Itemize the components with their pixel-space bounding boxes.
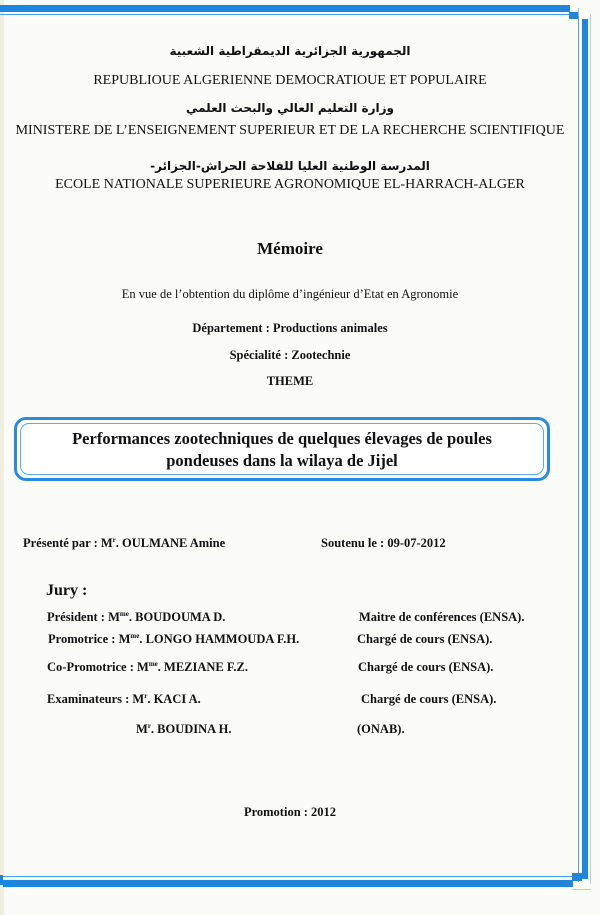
theme-title (17, 428, 547, 472)
frame-bottom-outer-line (572, 889, 591, 890)
jury-role: Co-Promotrice : M (47, 660, 149, 674)
theme-title-line-1: Performances zootechniques de quelques élevages de poules (72, 429, 492, 448)
school-french: ECOLE NATIONALE SUPERIEURE AGRONOMIQUE EL-HARRACH-ALGER (55, 177, 525, 192)
school-arabic: المدرسة الوطنية العليا للفلاحة الحراش-الجزائر- (150, 159, 430, 173)
presented-by (23, 536, 225, 551)
frame-right-border (582, 19, 588, 879)
frame-bottom-right-corner (572, 873, 582, 881)
frame-top-border (0, 5, 570, 12)
republic-arabic: الجمهورية الجزائرية الديمقراطية الشعبية (169, 44, 411, 58)
jury-role: Examinateurs : M (47, 692, 145, 706)
ministry-french: MINISTERE DE L’ENSEIGNEMENT SUPERIEUR ET DE LA RECHERCHE SCIENTIFIQUE (15, 123, 565, 138)
frame-top-right-corner (569, 12, 578, 19)
document-type-title: Mémoire (257, 239, 323, 258)
presented-by-title-sup: r (112, 536, 116, 544)
frame-right-inner-line (578, 16, 579, 882)
speciality: Spécialité : Zootechnie (229, 348, 351, 362)
jury-member-title: Chargé de cours (ENSA). (358, 660, 494, 674)
frame-bottom-border (3, 880, 573, 887)
jury-role: Président : M (47, 610, 120, 624)
jury-title-sup: me (119, 610, 129, 618)
jury-name: . LONGO HAMMOUDA F.H. (139, 632, 300, 646)
ministry-arabic: وزارة التعليم العالي والبحث العلمي (185, 101, 395, 115)
jury-title-sup: r (147, 722, 151, 730)
jury-role: M (136, 722, 148, 736)
jury-member-role-name (47, 692, 201, 707)
jury-title: Jury : (46, 582, 88, 599)
defense-date: Soutenu le : 09-07-2012 (321, 536, 446, 550)
promotion-year: Promotion : 2012 (243, 805, 337, 819)
jury-member-title: Chargé de cours (ENSA). (357, 632, 493, 646)
department: Département : Productions animales (192, 321, 388, 335)
jury-name: . KACI A. (147, 692, 201, 706)
jury-member-title: (ONAB). (357, 722, 405, 736)
jury-member-role-name (47, 610, 225, 625)
frame-top-inner-line (0, 14, 577, 15)
diploma-purpose: En vue de l’obtention du diplôme d’ingénieur d’Etat en Agronomie (121, 287, 459, 301)
presented-by-label: Présenté par : M (23, 536, 113, 550)
jury-member-title: Maitre de conférences (ENSA). (359, 610, 525, 624)
jury-title-sup: me (148, 660, 158, 668)
frame-right-outer-line (590, 14, 591, 884)
frame-bottom-inner-line (0, 876, 578, 877)
theme-label: THEME (266, 374, 314, 388)
jury-title-sup: me (130, 632, 140, 640)
jury-role: Promotrice : M (48, 632, 131, 646)
jury-member-role-name (136, 722, 232, 737)
jury-name: . BOUDINA H. (150, 722, 232, 736)
jury-member-role-name (47, 660, 248, 675)
jury-name: . BOUDOUMA D. (128, 610, 226, 624)
theme-box (14, 417, 550, 481)
frame-top-right-corner-line (578, 8, 579, 16)
jury-name: . MEZIANE F.Z. (157, 660, 248, 674)
theme-title-line-2: pondeuses dans la wilaya de Jijel (166, 451, 398, 470)
jury-title-sup: r (144, 692, 148, 700)
presented-by-name: . OULMANE Amine (115, 536, 226, 550)
frame-bottom-left-nub (0, 875, 3, 885)
jury-member-role-name (48, 632, 299, 647)
republic-french: REPUBLIOUE ALGERIENNE DEMOCRATIOUE ET POPULAIRE (93, 73, 487, 88)
jury-member-title: Chargé de cours (ENSA). (361, 692, 497, 706)
